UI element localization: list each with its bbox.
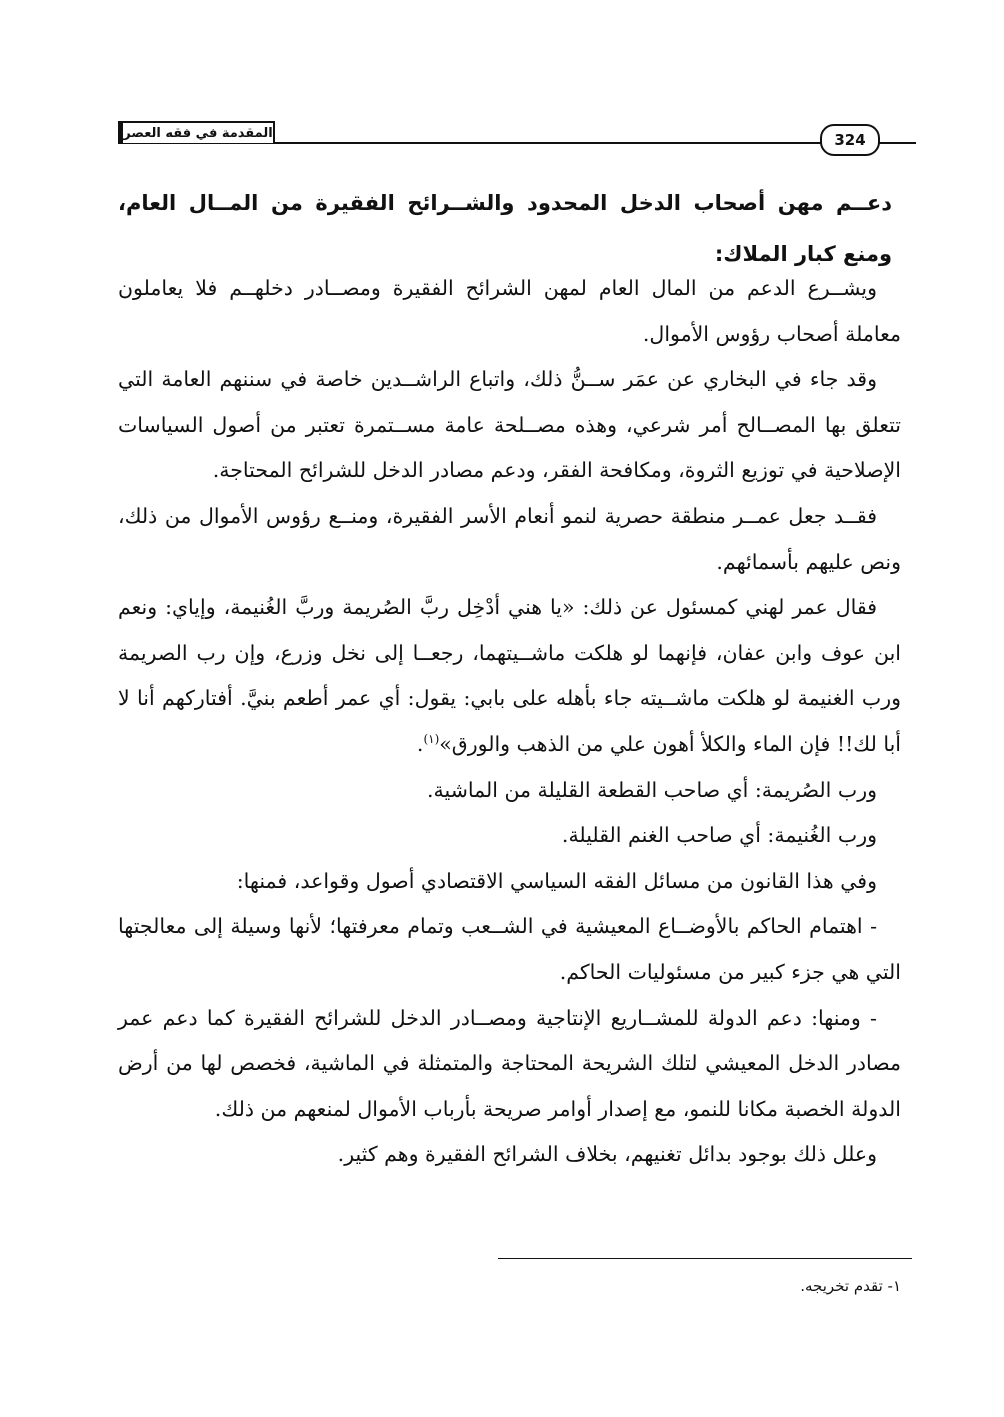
footnote-rule [498,1258,912,1259]
paragraph: وعلل ذلك بوجود بدائل تغنيهم، بخلاف الشرائح الفقيرة وهم كثير. [337,1142,877,1167]
paragraph: ورب الغُنيمة: أي صاحب الغنم القليلة. [561,823,877,848]
paragraph-end: . [416,731,424,756]
paragraph: ويشــرع الدعم من المال العام لمهن الشرائح الفقيرة ومصــادر دخلهــم فلا يعاملون معاملة أصحاب رؤوس الأموال. [118,276,901,346]
footnote: ١- تقدم تخريجه. [800,1277,901,1295]
footnote-marker: (١) [423,732,440,747]
paragraph: - اهتمام الحاكم بالأوضــاع المعيشية في الشــعب وتمام معرفتها؛ لأنها وسيلة إلى معالجتها التي هي جزء كبير من مسئوليات الحاكم. [118,914,901,984]
quote-paragraph [118,585,901,767]
paragraph-text: فقال عمر لهني كمسئول عن ذلك: «يا هني أدْخِل ربَّ الصُريمة وربَّ الغُنيمة، وإياي: ونعم ابن عوف وابن عفان، فإنهما لو هلكت ماشــيتهما، رجعــا إلى نخل وزرع، وإن رب الصريمة ورب الغنيمة لو هلكت ماشــيته جاء بأهله على بابي: يقول: أي عمر أطعم بنيَّ. أفتاركهم أنا لا أبا لك!! فإن الماء والكلأ أهون علي من الذهب والورق» [118,595,901,756]
paragraph: ورب الصُريمة: أي صاحب القطعة القليلة من الماشية. [427,777,877,802]
paragraph: وفي هذا القانون من مسائل الفقه السياسي الاقتصادي أصول وقواعد، فمنها: [236,868,877,893]
paragraph: فقــد جعل عمــر منطقة حصرية لنمو أنعام الأسر الفقيرة، ومنــع رؤوس الأموال من ذلك، ونص عليهم بأسمائهم. [118,503,901,574]
page-number: 324 [820,124,880,156]
paragraph: وقد جاء في البخاري عن عمَر ســنُّ ذلك، واتباع الراشــدين خاصة في سننهم العامة التي تتعلق بها المصــالح أمر شرعي، وهذه مصــلحة عامة مســتمرة تعتبر من أصول السياسات الإصلاحية في توزيع الثروة، ومكافحة الفقر، ودعم مصادر الدخل للشرائح المحتاجة. [118,367,901,483]
section-heading: دعــم مهن أصحاب الدخل المحدود والشــرائح الفقيرة من المــال العام، ومنع كبار الملاك: [118,191,892,266]
running-header-title: المقدمة في فقه العصر [118,121,275,143]
paragraph: - ومنها: دعم الدولة للمشــاريع الإنتاجية ومصــادر الدخل للشرائح الفقيرة كما دعم عمر مصادر الدخل المعيشي لتلك الشريحة المحتاجة والمتمثلة في الماشية، فخصص لها من أرض الدولة الخصبة مكانا للنمو، مع إصدار أوامر صريحة بأرباب الأموال لمنعهم من ذلك. [118,1005,901,1121]
body-text [118,266,901,1178]
